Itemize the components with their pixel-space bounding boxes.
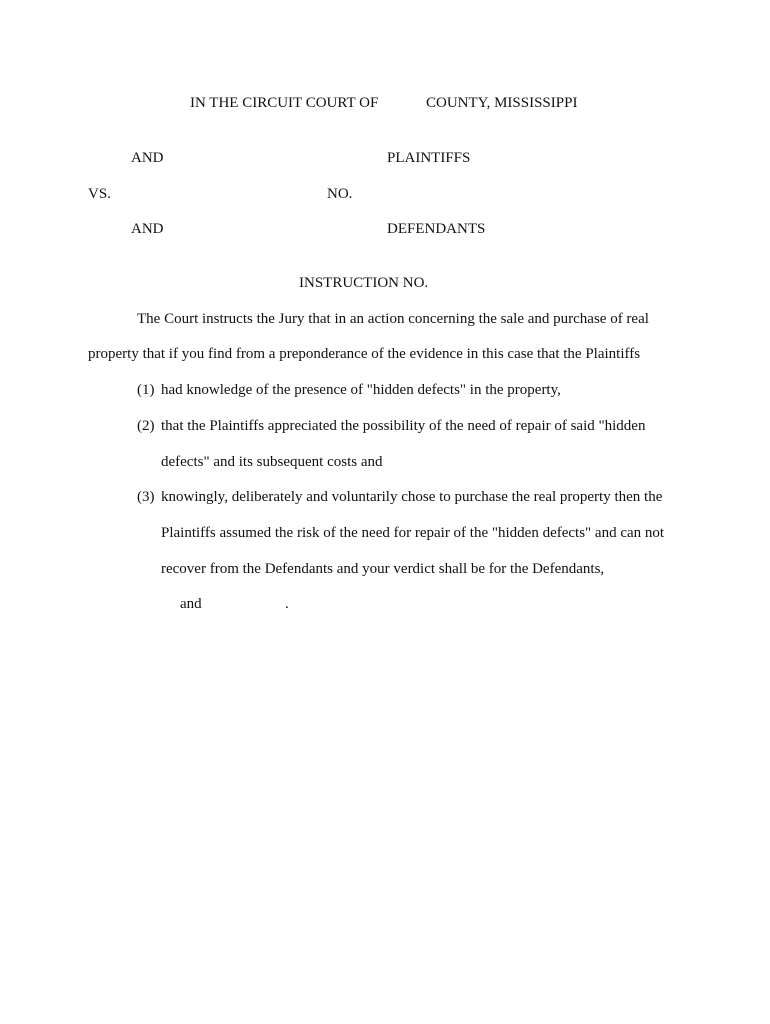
closing-period: . xyxy=(285,596,289,612)
item-line: knowingly, deliberately and voluntarily chose to purchase the real property then the xyxy=(161,489,663,505)
court-heading: IN THE CIRCUIT COURT OF xyxy=(190,95,379,111)
versus-label: VS. xyxy=(88,186,111,202)
item-line: defects" and its subsequent costs and xyxy=(161,454,383,470)
defendants-and: AND xyxy=(131,221,164,237)
instruction-title: INSTRUCTION NO. xyxy=(299,275,429,291)
county-heading: COUNTY, MISSISSIPPI xyxy=(426,95,578,111)
item-line: that the Plaintiffs appreciated the possibility of the need of repair of said "hidden xyxy=(161,418,646,434)
closing-and: and xyxy=(180,596,202,612)
item-number: (1) xyxy=(137,382,155,398)
item-line: had knowledge of the presence of "hidden defects" in the property, xyxy=(161,382,561,398)
item-line: Plaintiffs assumed the risk of the need for repair of the "hidden defects" and can not xyxy=(161,525,665,541)
case-number-label: NO. xyxy=(327,186,353,202)
item-number: (3) xyxy=(137,489,155,505)
intro-line-2: property that if you find from a preponderance of the evidence in this case that the Plaintiffs xyxy=(88,346,641,362)
plaintiffs-and: AND xyxy=(131,150,164,166)
plaintiffs-label: PLAINTIFFS xyxy=(387,150,471,166)
intro-line-1: The Court instructs the Jury that in an action concerning the sale and purchase of real xyxy=(137,311,649,327)
item-number: (2) xyxy=(137,418,155,434)
item-line: recover from the Defendants and your verdict shall be for the Defendants, xyxy=(161,561,605,577)
defendants-label: DEFENDANTS xyxy=(387,221,486,237)
